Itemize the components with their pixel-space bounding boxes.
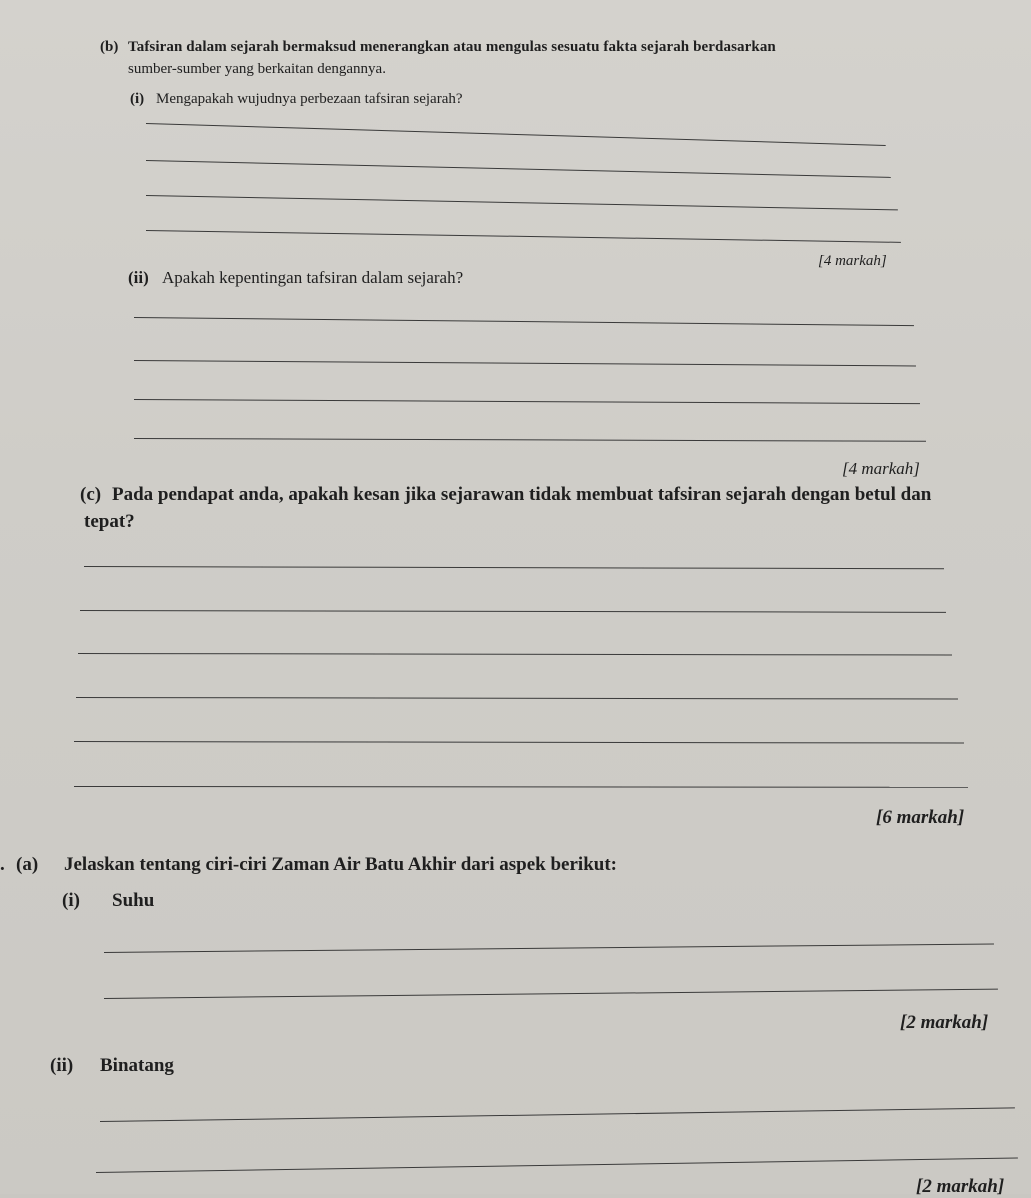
answer-line[interactable] bbox=[74, 786, 968, 788]
question-b-i-text: Mengapakah wujudnya perbezaan tafsiran sejarah? bbox=[156, 91, 463, 107]
question-a-i-label: (i) bbox=[62, 890, 80, 911]
section-a-prefix: . bbox=[0, 854, 5, 875]
section-a-text: Jelaskan tentang ciri-ciri Zaman Air Batu Akhir dari aspek berikut: bbox=[64, 854, 617, 875]
question-b-ii-label: (ii) bbox=[128, 268, 149, 287]
section-b-intro-line1: Tafsiran dalam sejarah bermaksud menerangkan atau mengulas sesuatu fakta sejarah berdasarkan bbox=[128, 39, 776, 55]
marks-c: [6 markah] bbox=[876, 807, 965, 828]
answer-line[interactable] bbox=[134, 399, 920, 404]
answer-line[interactable] bbox=[134, 360, 916, 366]
section-c-text-line2: tepat? bbox=[84, 511, 135, 532]
answer-line[interactable] bbox=[78, 653, 952, 656]
answer-line[interactable] bbox=[76, 697, 958, 700]
answer-line[interactable] bbox=[80, 610, 946, 613]
marks-a-ii: [2 markah] bbox=[916, 1176, 1005, 1197]
answer-line[interactable] bbox=[146, 195, 898, 210]
answer-line[interactable] bbox=[146, 230, 901, 243]
answer-line[interactable] bbox=[134, 317, 914, 326]
question-b-ii-text: Apakah kepentingan tafsiran dalam sejarah? bbox=[162, 268, 464, 287]
marks-a-i: [2 markah] bbox=[900, 1012, 989, 1033]
marks-b-ii: [4 markah] bbox=[842, 459, 920, 478]
answer-line[interactable] bbox=[104, 943, 994, 953]
question-a-ii-label: (ii) bbox=[50, 1055, 74, 1076]
section-b-intro-line2: sumber-sumber yang berkaitan dengannya. bbox=[128, 61, 386, 77]
answer-line[interactable] bbox=[96, 1158, 1018, 1173]
section-b-label: (b) bbox=[100, 39, 119, 55]
answer-line[interactable] bbox=[84, 566, 944, 569]
answer-line[interactable] bbox=[104, 989, 998, 999]
section-c-label: (c) bbox=[80, 484, 102, 505]
answer-line[interactable] bbox=[100, 1107, 1015, 1122]
question-a-ii-text: Binatang bbox=[100, 1055, 174, 1076]
answer-line[interactable] bbox=[134, 438, 926, 442]
question-b-i-label: (i) bbox=[130, 91, 145, 107]
marks-b-i: [4 markah] bbox=[818, 253, 887, 269]
answer-line[interactable] bbox=[146, 123, 886, 146]
question-a-i-text: Suhu bbox=[112, 890, 155, 911]
answer-line[interactable] bbox=[146, 160, 891, 178]
answer-line[interactable] bbox=[74, 741, 964, 744]
section-a-label: (a) bbox=[16, 854, 39, 875]
section-c-text-line1: Pada pendapat anda, apakah kesan jika sejarawan tidak membuat tafsiran sejarah dengan betul dan bbox=[112, 484, 932, 505]
